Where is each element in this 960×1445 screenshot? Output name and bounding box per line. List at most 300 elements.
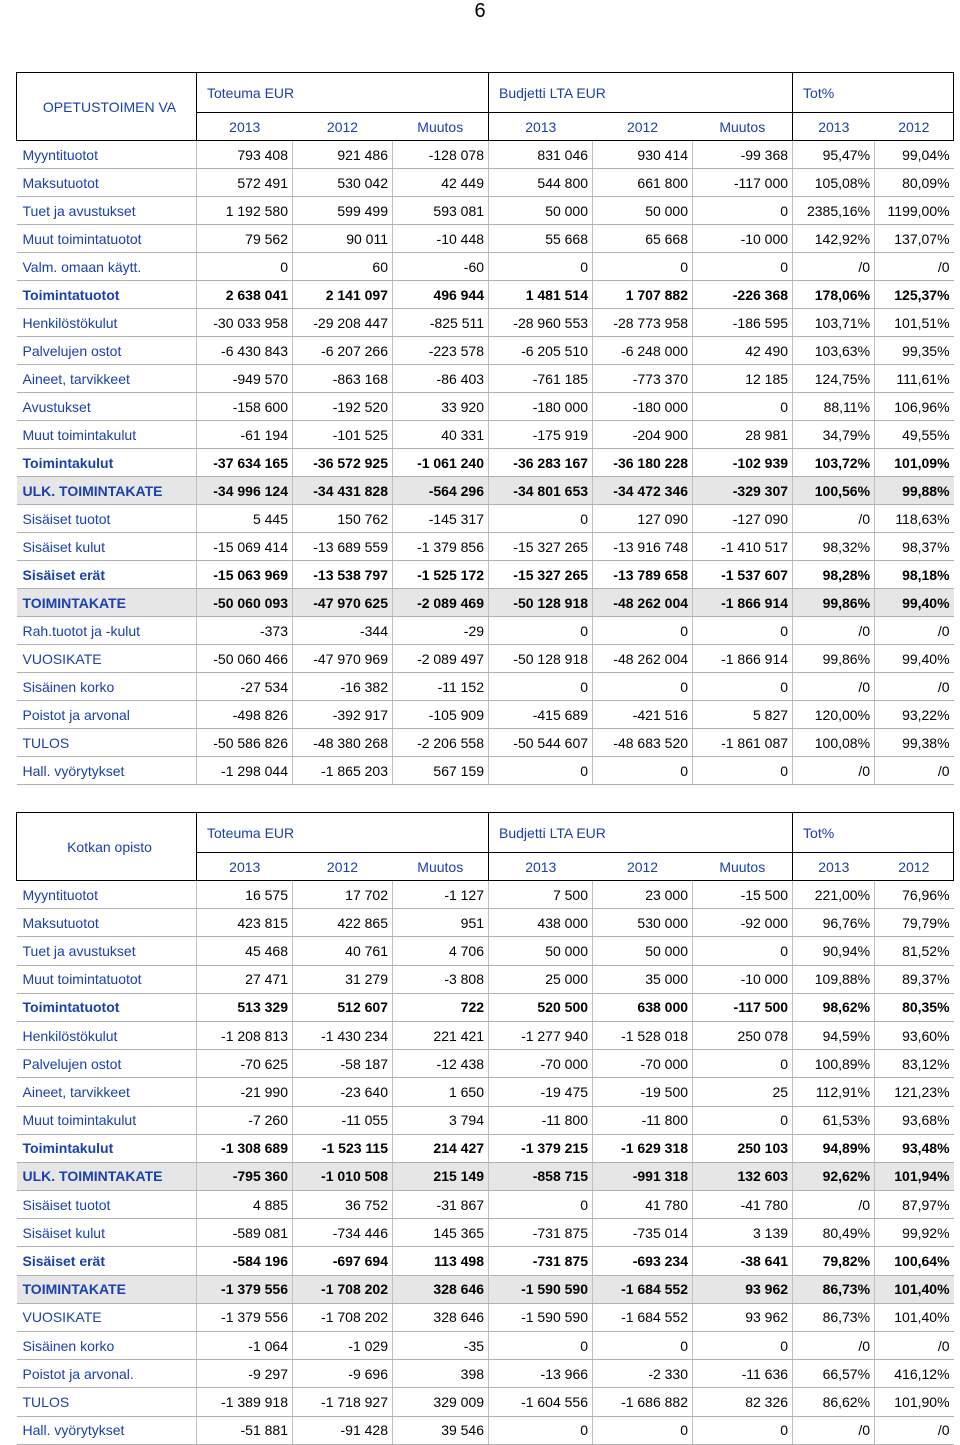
cell-value: -86 403 (393, 365, 489, 393)
cell-value: -13 789 658 (593, 561, 693, 589)
cell-value: 103,63% (793, 337, 875, 365)
row-label: Toimintatuotot (17, 281, 197, 309)
column-label: 2013 (793, 113, 875, 141)
cell-value: 722 (393, 993, 489, 1021)
cell-value: 45 468 (197, 937, 293, 965)
cell-value: -9 297 (197, 1360, 293, 1388)
cell-value: -2 206 558 (393, 729, 489, 757)
cell-value: 80,09% (875, 169, 954, 197)
cell-value: /0 (793, 757, 875, 785)
cell-value: 921 486 (293, 141, 393, 169)
cell-value: -13 538 797 (293, 561, 393, 589)
cell-value: 90,94% (793, 937, 875, 965)
cell-value: -10 000 (693, 965, 793, 993)
table-row (17, 909, 954, 937)
cell-value: 0 (489, 253, 593, 281)
cell-value: 127 090 (593, 505, 693, 533)
header-group-row (17, 73, 954, 113)
cell-value: 81,52% (875, 937, 954, 965)
cell-value: /0 (793, 505, 875, 533)
row-label: Myyntituotot (17, 881, 197, 909)
cell-value: 95,47% (793, 141, 875, 169)
cell-value: 88,11% (793, 393, 875, 421)
row-label: Maksutuotot (17, 169, 197, 197)
row-label: TULOS (17, 1388, 197, 1416)
cell-value: 2 141 097 (293, 281, 393, 309)
cell-value: 35 000 (593, 965, 693, 993)
cell-value: -15 500 (693, 881, 793, 909)
cell-value: -70 625 (197, 1050, 293, 1078)
cell-value: -1 718 927 (293, 1388, 393, 1416)
cell-value: 142,92% (793, 225, 875, 253)
row-label: Sisäiset kulut (17, 1219, 197, 1247)
table-row (17, 1021, 954, 1049)
table-row (17, 757, 954, 785)
row-label: Valm. omaan käytt. (17, 253, 197, 281)
cell-value: 99,86% (793, 645, 875, 673)
cell-value: 17 702 (293, 881, 393, 909)
column-label: 2012 (593, 853, 693, 881)
cell-value: 79,82% (793, 1247, 875, 1275)
cell-value: -13 689 559 (293, 533, 393, 561)
cell-value: 118,63% (875, 505, 954, 533)
cell-value: /0 (875, 253, 954, 281)
cell-value: 93,22% (875, 701, 954, 729)
cell-value: -761 185 (489, 365, 593, 393)
cell-value: 103,72% (793, 449, 875, 477)
cell-value: 0 (489, 757, 593, 785)
table-row (17, 1162, 954, 1190)
cell-value: -1 430 234 (293, 1021, 393, 1049)
cell-value: -37 634 165 (197, 449, 293, 477)
cell-value: -41 780 (693, 1191, 793, 1219)
cell-value: 567 159 (393, 757, 489, 785)
cell-value: 150 762 (293, 505, 393, 533)
cell-value: -1 064 (197, 1332, 293, 1360)
cell-value: -1 010 508 (293, 1162, 393, 1190)
cell-value: -99 368 (693, 141, 793, 169)
cell-value: 329 009 (393, 1388, 489, 1416)
table-row (17, 533, 954, 561)
cell-value: -415 689 (489, 701, 593, 729)
column-label: Muutos (693, 113, 793, 141)
cell-value: 42 490 (693, 337, 793, 365)
cell-value: -105 909 (393, 701, 489, 729)
cell-value: 50 000 (489, 937, 593, 965)
cell-value: 101,94% (875, 1162, 954, 1190)
cell-value: 76,96% (875, 881, 954, 909)
row-label: ULK. TOIMINTAKATE (17, 477, 197, 505)
cell-value: 422 865 (293, 909, 393, 937)
column-label: 2012 (875, 113, 954, 141)
table-row (17, 965, 954, 993)
row-label: Henkilöstökulut (17, 309, 197, 337)
cell-value: 50 000 (593, 937, 693, 965)
cell-value: -1 379 556 (197, 1303, 293, 1331)
cell-value: 93,68% (875, 1106, 954, 1134)
table-row (17, 1078, 954, 1106)
cell-value: -23 640 (293, 1078, 393, 1106)
row-label: Muut toimintakulut (17, 1106, 197, 1134)
cell-value: -51 881 (197, 1416, 293, 1444)
cell-value: 124,75% (793, 365, 875, 393)
cell-value: 103,71% (793, 309, 875, 337)
cell-value: /0 (793, 253, 875, 281)
table-title: OPETUSTOIMEN VA (17, 73, 197, 141)
cell-value: -29 208 447 (293, 309, 393, 337)
cell-value: -1 379 215 (489, 1134, 593, 1162)
cell-value: -858 715 (489, 1162, 593, 1190)
column-label: 2012 (293, 113, 393, 141)
cell-value: 593 081 (393, 197, 489, 225)
cell-value: 0 (593, 617, 693, 645)
cell-value: 416,12% (875, 1360, 954, 1388)
opetustoimi-table (16, 72, 954, 785)
cell-value: -11 152 (393, 673, 489, 701)
table-row (17, 701, 954, 729)
cell-value: -1 298 044 (197, 757, 293, 785)
row-label: Tuet ja avustukset (17, 937, 197, 965)
cell-value: 99,04% (875, 141, 954, 169)
cell-value: 132 603 (693, 1162, 793, 1190)
cell-value: 66,57% (793, 1360, 875, 1388)
cell-value: 50 000 (593, 197, 693, 225)
cell-value: -15 063 969 (197, 561, 293, 589)
cell-value: -1 686 882 (593, 1388, 693, 1416)
cell-value: 438 000 (489, 909, 593, 937)
cell-value: -697 694 (293, 1247, 393, 1275)
cell-value: 638 000 (593, 993, 693, 1021)
row-label: VUOSIKATE (17, 1303, 197, 1331)
cell-value: -175 919 (489, 421, 593, 449)
cell-value: -117 500 (693, 993, 793, 1021)
cell-value: -6 205 510 (489, 337, 593, 365)
cell-value: 100,89% (793, 1050, 875, 1078)
table-row (17, 1388, 954, 1416)
cell-value: -47 970 625 (293, 589, 393, 617)
cell-value: 113 498 (393, 1247, 489, 1275)
cell-value: /0 (793, 1332, 875, 1360)
cell-value: 101,51% (875, 309, 954, 337)
column-label: Muutos (393, 113, 489, 141)
cell-value: -6 248 000 (593, 337, 693, 365)
table-row (17, 1134, 954, 1162)
cell-value: -564 296 (393, 477, 489, 505)
table-row (17, 449, 954, 477)
row-label: Toimintakulut (17, 449, 197, 477)
column-group-label: Tot% (793, 813, 954, 853)
cell-value: 16 575 (197, 881, 293, 909)
cell-value: -180 000 (489, 393, 593, 421)
cell-value: -29 (393, 617, 489, 645)
table-title: Kotkan opisto (17, 813, 197, 881)
cell-value: -128 078 (393, 141, 489, 169)
cell-value: 0 (693, 937, 793, 965)
cell-value: -731 875 (489, 1247, 593, 1275)
cell-value: 42 449 (393, 169, 489, 197)
cell-value: 100,08% (793, 729, 875, 757)
cell-value: -1 684 552 (593, 1275, 693, 1303)
cell-value: -10 000 (693, 225, 793, 253)
cell-value: 12 185 (693, 365, 793, 393)
cell-value: 1 481 514 (489, 281, 593, 309)
cell-value: /0 (793, 673, 875, 701)
cell-value: 137,07% (875, 225, 954, 253)
cell-value: 101,09% (875, 449, 954, 477)
row-label: TOIMINTAKATE (17, 1275, 197, 1303)
table-row (17, 1219, 954, 1247)
cell-value: -949 570 (197, 365, 293, 393)
cell-value: 96,76% (793, 909, 875, 937)
cell-value: -10 448 (393, 225, 489, 253)
cell-value: 4 706 (393, 937, 489, 965)
kotkan-opisto-table (16, 812, 954, 1445)
cell-value: -27 534 (197, 673, 293, 701)
cell-value: 25 (693, 1078, 793, 1106)
cell-value: 0 (693, 1050, 793, 1078)
cell-value: -34 431 828 (293, 477, 393, 505)
cell-value: 0 (693, 757, 793, 785)
cell-value: 3 794 (393, 1106, 489, 1134)
cell-value: -1 277 940 (489, 1021, 593, 1049)
cell-value: -329 307 (693, 477, 793, 505)
row-label: Henkilöstökulut (17, 1021, 197, 1049)
row-label: Muut toimintakulut (17, 421, 197, 449)
cell-value: 89,37% (875, 965, 954, 993)
cell-value: /0 (793, 617, 875, 645)
cell-value: 1 707 882 (593, 281, 693, 309)
cell-value: -1 029 (293, 1332, 393, 1360)
cell-value: 40 761 (293, 937, 393, 965)
cell-value: -421 516 (593, 701, 693, 729)
cell-value: -1 379 856 (393, 533, 489, 561)
cell-value: 112,91% (793, 1078, 875, 1106)
cell-value: 0 (489, 617, 593, 645)
cell-value: -60 (393, 253, 489, 281)
cell-value: -1 861 087 (693, 729, 793, 757)
cell-value: /0 (875, 757, 954, 785)
cell-value: 1199,00% (875, 197, 954, 225)
cell-value: 1 650 (393, 1078, 489, 1106)
cell-value: -28 960 553 (489, 309, 593, 337)
cell-value: 98,28% (793, 561, 875, 589)
column-group-label: Budjetti LTA EUR (489, 73, 793, 113)
cell-value: 121,23% (875, 1078, 954, 1106)
cell-value: 0 (693, 1106, 793, 1134)
cell-value: -117 000 (693, 169, 793, 197)
cell-value: -1 410 517 (693, 533, 793, 561)
cell-value: -61 194 (197, 421, 293, 449)
table-row (17, 337, 954, 365)
table-row (17, 309, 954, 337)
cell-value: 0 (693, 1416, 793, 1444)
cell-value: -102 939 (693, 449, 793, 477)
row-label: Toimintakulut (17, 1134, 197, 1162)
cell-value: /0 (875, 673, 954, 701)
cell-value: /0 (793, 1416, 875, 1444)
cell-value: 86,62% (793, 1388, 875, 1416)
cell-value: -9 696 (293, 1360, 393, 1388)
cell-value: 0 (693, 673, 793, 701)
cell-value: 23 000 (593, 881, 693, 909)
row-label: VUOSIKATE (17, 645, 197, 673)
table-row (17, 1106, 954, 1134)
cell-value: 34,79% (793, 421, 875, 449)
cell-value: 0 (593, 757, 693, 785)
table-row (17, 1191, 954, 1219)
column-group-label: Toteuma EUR (197, 73, 489, 113)
cell-value: -36 180 228 (593, 449, 693, 477)
cell-value: 28 981 (693, 421, 793, 449)
row-label: Maksutuotot (17, 909, 197, 937)
page-number: 6 (474, 0, 486, 22)
row-label: Sisäinen korko (17, 1332, 197, 1360)
cell-value: -735 014 (593, 1219, 693, 1247)
cell-value: 101,90% (875, 1388, 954, 1416)
cell-value: 423 815 (197, 909, 293, 937)
cell-value: -58 187 (293, 1050, 393, 1078)
cell-value: 5 827 (693, 701, 793, 729)
column-label: 2012 (293, 853, 393, 881)
cell-value: 27 471 (197, 965, 293, 993)
cell-value: 221 421 (393, 1021, 489, 1049)
cell-value: -1 379 556 (197, 1275, 293, 1303)
cell-value: -34 996 124 (197, 477, 293, 505)
column-label: 2013 (489, 113, 593, 141)
cell-value: -92 000 (693, 909, 793, 937)
row-label: Aineet, tarvikkeet (17, 365, 197, 393)
cell-value: -50 060 466 (197, 645, 293, 673)
cell-value: 94,89% (793, 1134, 875, 1162)
cell-value: 513 329 (197, 993, 293, 1021)
cell-value: 99,86% (793, 589, 875, 617)
cell-value: -19 500 (593, 1078, 693, 1106)
cell-value: -31 867 (393, 1191, 489, 1219)
cell-value: 61,53% (793, 1106, 875, 1134)
cell-value: 512 607 (293, 993, 393, 1021)
column-group-label: Tot% (793, 73, 954, 113)
table-row (17, 937, 954, 965)
cell-value: -15 327 265 (489, 561, 593, 589)
cell-value: -11 055 (293, 1106, 393, 1134)
cell-value: 4 885 (197, 1191, 293, 1219)
cell-value: -70 000 (489, 1050, 593, 1078)
cell-value: 930 414 (593, 141, 693, 169)
cell-value: -1 389 918 (197, 1388, 293, 1416)
cell-value: 83,12% (875, 1050, 954, 1078)
cell-value: 599 499 (293, 197, 393, 225)
cell-value: -21 990 (197, 1078, 293, 1106)
column-label: 2013 (197, 113, 293, 141)
row-label: Palvelujen ostot (17, 1050, 197, 1078)
cell-value: 661 800 (593, 169, 693, 197)
cell-value: -1 061 240 (393, 449, 489, 477)
cell-value: -13 916 748 (593, 533, 693, 561)
column-label: 2013 (489, 853, 593, 881)
table-row (17, 1416, 954, 1444)
cell-value: 92,62% (793, 1162, 875, 1190)
cell-value: 80,35% (875, 993, 954, 1021)
row-label: TOIMINTAKATE (17, 589, 197, 617)
cell-value: -19 475 (489, 1078, 593, 1106)
cell-value: -186 595 (693, 309, 793, 337)
row-label: Rah.tuotot ja -kulut (17, 617, 197, 645)
cell-value: 86,73% (793, 1275, 875, 1303)
cell-value: 98,18% (875, 561, 954, 589)
cell-value: -2 330 (593, 1360, 693, 1388)
cell-value: -1 708 202 (293, 1275, 393, 1303)
table-row (17, 281, 954, 309)
row-label: TULOS (17, 729, 197, 757)
cell-value: -731 875 (489, 1219, 593, 1247)
row-label: Poistot ja arvonal (17, 701, 197, 729)
cell-value: 0 (593, 673, 693, 701)
cell-value: 90 011 (293, 225, 393, 253)
cell-value: -101 525 (293, 421, 393, 449)
cell-value: 214 427 (393, 1134, 489, 1162)
cell-value: -34 801 653 (489, 477, 593, 505)
cell-value: -15 069 414 (197, 533, 293, 561)
cell-value: 79 562 (197, 225, 293, 253)
cell-value: 98,62% (793, 993, 875, 1021)
cell-value: -158 600 (197, 393, 293, 421)
cell-value: -36 572 925 (293, 449, 393, 477)
cell-value: -2 089 497 (393, 645, 489, 673)
cell-value: 530 042 (293, 169, 393, 197)
column-label: 2012 (875, 853, 954, 881)
cell-value: 36 752 (293, 1191, 393, 1219)
cell-value: -991 318 (593, 1162, 693, 1190)
cell-value: 398 (393, 1360, 489, 1388)
cell-value: -1 604 556 (489, 1388, 593, 1416)
table-row (17, 1303, 954, 1331)
cell-value: 125,37% (875, 281, 954, 309)
cell-value: 100,64% (875, 1247, 954, 1275)
column-label: Muutos (693, 853, 793, 881)
row-label: Sisäiset erät (17, 561, 197, 589)
cell-value: 0 (693, 617, 793, 645)
cell-value: 530 000 (593, 909, 693, 937)
cell-value: -180 000 (593, 393, 693, 421)
cell-value: 120,00% (793, 701, 875, 729)
cell-value: 5 445 (197, 505, 293, 533)
table-row (17, 561, 954, 589)
column-group-label: Toteuma EUR (197, 813, 489, 853)
cell-value: -226 368 (693, 281, 793, 309)
cell-value: -1 708 202 (293, 1303, 393, 1331)
cell-value: 7 500 (489, 881, 593, 909)
table-row (17, 141, 954, 169)
cell-value: 0 (489, 673, 593, 701)
row-label: Muut toimintatuotot (17, 965, 197, 993)
cell-value: 50 000 (489, 197, 593, 225)
cell-value: 99,40% (875, 589, 954, 617)
cell-value: 0 (489, 1416, 593, 1444)
table-row (17, 505, 954, 533)
table-row (17, 225, 954, 253)
cell-value: 0 (693, 1332, 793, 1360)
cell-value: 99,92% (875, 1219, 954, 1247)
cell-value: 221,00% (793, 881, 875, 909)
cell-value: 1 192 580 (197, 197, 293, 225)
cell-value: 49,55% (875, 421, 954, 449)
table-row (17, 673, 954, 701)
cell-value: -825 511 (393, 309, 489, 337)
cell-value: 82 326 (693, 1388, 793, 1416)
cell-value: 250 078 (693, 1021, 793, 1049)
cell-value: 0 (693, 253, 793, 281)
cell-value: 99,35% (875, 337, 954, 365)
